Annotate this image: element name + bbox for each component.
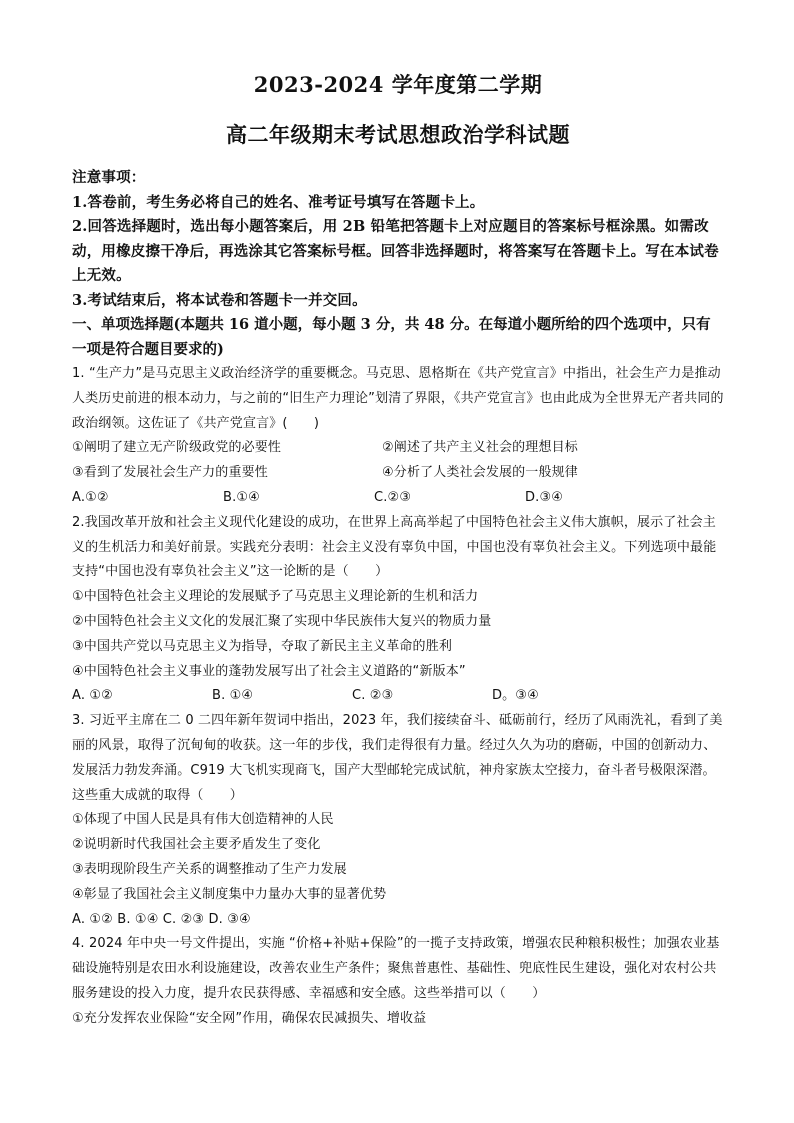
choice-c: C. ②③ — [352, 688, 394, 704]
statement-2: ②中国特色社会主义文化的发展汇聚了实现中华民族伟大复兴的物质力量 — [72, 613, 492, 629]
choice-d: D.③④ — [525, 489, 564, 505]
statement-3: ③表明现阶段生产关系的调整推动了生产力发展 — [72, 861, 347, 877]
question-stem: 1. “生产力”是马克思主义政治经济学的重要概念。马克思、恩格斯在《共产党宣言》中指出，社会生产力是推动人类历史前进的根本动力，与之前的“旧生产力理论”划清了界限，《共产党宣言》也由此成为全世界无产者共同的政治纲领。这佐证了《共产党宣言》( ) — [72, 366, 724, 431]
answer-choices: A. ①② B. ①④ C. ②③ D. ③④ — [72, 911, 251, 927]
statement-3: ③看到了发展社会生产力的重要性 — [72, 465, 268, 481]
choice-a: A.①② — [72, 489, 109, 505]
statement-1: ①阐明了建立无产阶级政党的必要性 — [72, 440, 282, 456]
statement-1: ①充分发挥农业保险“安全网”作用，确保农民减损失、增收益 — [72, 1010, 427, 1026]
statement-4: ④中国特色社会主义事业的蓬勃发展写出了社会主义道路的“新版本” — [72, 663, 466, 679]
question-stem: 4. 2024 年中央一号文件提出，实施 “价格+补贴+保险”的一揽子支持政策，增强农民种粮积极性；加强农业基础设施特别是农田水利设施建设，改善农业生产条件；聚焦普惠性、基础性、兜底性民生建设，强化对农村公共服务建设的投入力度，提升农民获得感、幸福感和安全感。这些举措可以（ ） — [72, 936, 720, 1001]
choice-b: B.①④ — [223, 489, 260, 505]
exam-title-term: 2023-2024 学年度第二学期 — [253, 72, 543, 97]
choice-b: B. ①④ — [212, 688, 254, 704]
question-2 — [72, 511, 724, 709]
option-row — [72, 461, 724, 486]
exam-page — [72, 58, 724, 1032]
answer-choices — [72, 486, 724, 511]
question-1 — [72, 362, 724, 511]
answer-choices — [72, 684, 724, 709]
question-3 — [72, 709, 724, 932]
section-heading: 一、单项选择题(本题共 16 道小题，每小题 3 分，共 48 分。在每道小题所给的四个选项中，只有一项是符合题目要求的) — [72, 316, 711, 358]
option-row — [72, 436, 724, 461]
instruction-item-2: 2.回答选择题时，选出每小题答案后，用 2B 铅笔把答题卡上对应题目的答案标号框涂黑。如需改动，用橡皮擦干净后，再选涂其它答案标号框。回答非选择题时，将答案写在答题卡上。写在本试卷上无效。 — [72, 218, 719, 284]
statement-2: ②说明新时代我国社会主要矛盾发生了变化 — [72, 837, 321, 853]
statement-4: ④彰显了我国社会主义制度集中力量办大事的显著优势 — [72, 886, 387, 902]
question-stem: 3. 习近平主席在二 0 二四年新年贺词中指出，2023 年，我们接续奋斗、砥砺前行，经历了风雨洗礼，看到了美丽的风景，取得了沉甸甸的收获。这一年的步伐，我们走得很有力量。经过久久为功的磨砺，中国的创新动力、发展活力勃发奔涌。C919 大飞机实现商飞，国产大型邮轮完成试航，神舟家族太空接力，奋斗者号极限深潜。这些重大成就的取得（ ） — [72, 713, 723, 803]
instructions-heading: 注意事项： — [72, 169, 146, 186]
question-stem: 2.我国改革开放和社会主义现代化建设的成功，在世界上高高举起了中国特色社会主义伟大旗帜，展示了社会主义的生机活力和美好前景。实践充分表明：社会主义没有辜负中国，中国也没有辜负社会主义。下列选项中最能支持“中国也没有辜负社会主义”这一论断的是（ ） — [72, 514, 717, 580]
instruction-item-1: 1.答卷前，考生务必将自己的姓名、准考证号填写在答题卡上。 — [72, 193, 485, 211]
exam-title-subject: 高二年级期末考试思想政治学科试题 — [226, 122, 570, 147]
statement-1: ①中国特色社会主义理论的发展赋予了马克思主义理论新的生机和活力 — [72, 589, 479, 605]
statement-3: ③中国共产党以马克思主义为指导，夺取了新民主主义革命的胜利 — [72, 638, 453, 654]
choice-c: C.②③ — [374, 489, 412, 505]
choice-d: D。③④ — [492, 688, 539, 704]
statement-2: ②阐述了共产主义社会的理想目标 — [382, 440, 578, 456]
instructions — [72, 166, 724, 313]
instruction-item-3: 3.考试结束后，将本试卷和答题卡一并交回。 — [72, 291, 367, 309]
question-4 — [72, 932, 724, 1031]
choice-a: A. ①② — [72, 688, 113, 704]
statement-4: ④分析了人类社会发展的一般规律 — [382, 465, 578, 481]
statement-1: ①体现了中国人民是具有伟大创造精神的人民 — [72, 812, 334, 828]
